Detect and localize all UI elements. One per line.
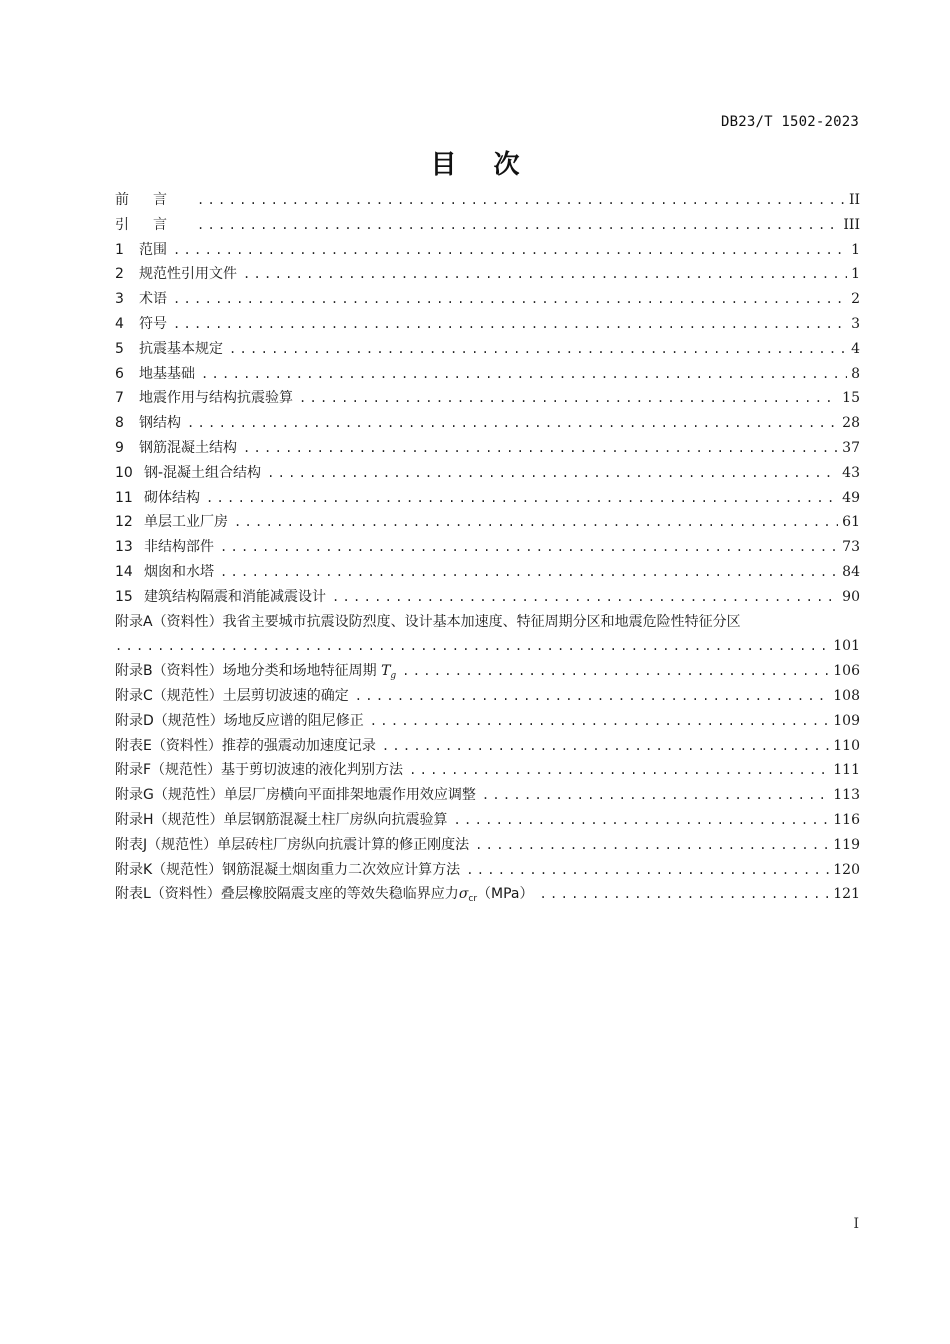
toc-entry-appendix[interactable] <box>115 758 860 783</box>
toc-entry-label: 规范性引用文件 <box>139 266 237 283</box>
toc-entry-appendix[interactable] <box>115 858 860 883</box>
toc-entry-chapter[interactable] <box>115 585 860 610</box>
toc-entry-number: 1 <box>115 241 124 258</box>
stress-symbol: σ <box>458 886 469 903</box>
toc-entry-page: 61 <box>842 514 860 531</box>
dot-leader <box>229 337 847 362</box>
dot-leader <box>243 262 847 287</box>
toc-entry-page: 109 <box>833 712 860 729</box>
toc-entry-label: 前言 <box>115 192 191 208</box>
toc-entry-label: 地震作用与结构抗震验算 <box>139 390 293 407</box>
table-of-contents <box>115 188 860 907</box>
toc-entry-page: 113 <box>833 787 860 804</box>
dot-leader <box>382 734 829 759</box>
dot-leader <box>201 362 847 387</box>
footer-page-number: I <box>853 1216 859 1232</box>
toc-entry-page: II <box>848 192 860 208</box>
stress-unit: （MPa） <box>477 886 534 903</box>
dot-leader <box>234 510 838 535</box>
dot-leader <box>402 659 829 684</box>
dot-leader <box>197 213 839 238</box>
toc-entry-chapter[interactable] <box>115 337 860 362</box>
toc-entry-chapter[interactable] <box>115 411 860 436</box>
toc-entry-page: 49 <box>842 489 860 506</box>
toc-entry-chapter[interactable] <box>115 386 860 411</box>
toc-entry-appendix-a[interactable] <box>115 610 860 635</box>
toc-entry-appendix[interactable] <box>115 808 860 833</box>
toc-entry-number: 2 <box>115 266 124 283</box>
toc-entry-label: 附录C（规范性）土层剪切波速的确定 <box>115 687 349 704</box>
dot-leader <box>482 783 829 808</box>
stress-symbol-subscript: cr <box>468 894 478 905</box>
period-symbol: T <box>381 663 391 680</box>
toc-entry-page: 73 <box>842 539 860 556</box>
toc-entry-appendix[interactable] <box>115 709 860 734</box>
toc-entry-label: 符号 <box>139 315 167 332</box>
toc-entry-number: 7 <box>115 390 124 407</box>
dot-leader <box>370 709 829 734</box>
toc-entry-page: 110 <box>833 737 860 754</box>
toc-entry-appendix-l[interactable] <box>115 882 860 907</box>
toc-entry-label: 烟囱和水塔 <box>144 563 214 580</box>
toc-entry-number: 9 <box>115 439 124 456</box>
toc-entry-chapter[interactable] <box>115 262 860 287</box>
toc-entry-foreword[interactable] <box>115 188 860 213</box>
toc-entry-label: 钢结构 <box>139 415 181 432</box>
dot-leader <box>540 882 830 907</box>
toc-entry-chapter[interactable] <box>115 238 860 263</box>
toc-entry-appendix[interactable] <box>115 734 860 759</box>
toc-entry-label: 抗震基本规定 <box>139 340 223 357</box>
toc-entry-page: 1 <box>851 241 860 258</box>
dot-leader <box>197 188 845 213</box>
toc-entry-label: 钢-混凝土组合结构 <box>144 464 262 481</box>
dot-leader <box>206 486 838 511</box>
dot-leader <box>332 585 838 610</box>
toc-entry-label: 附录G（规范性）单层厂房横向平面排架地震作用效应调整 <box>115 787 476 804</box>
toc-entry-label: 建筑结构隔震和消能减震设计 <box>144 588 326 605</box>
toc-entry-introduction[interactable] <box>115 213 860 238</box>
toc-entry-label: 附表L（资料性）叠层橡胶隔震支座的等效失稳临界应力 <box>115 886 459 903</box>
toc-entry-number: 15 <box>115 588 133 605</box>
dot-leader <box>466 858 829 883</box>
toc-entry-page: 111 <box>833 762 860 779</box>
toc-entry-label: 附表J（规范性）单层砖柱厂房纵向抗震计算的修正刚度法 <box>115 836 470 853</box>
dot-leader <box>475 833 829 858</box>
toc-entry-chapter[interactable] <box>115 510 860 535</box>
toc-entry-chapter[interactable] <box>115 362 860 387</box>
toc-entry-label: 范围 <box>139 241 167 258</box>
toc-entry-label: 附录H（规范性）单层钢筋混凝土柱厂房纵向抗震验算 <box>115 811 448 828</box>
toc-entry-number: 13 <box>115 539 133 556</box>
toc-entry-label: 附录A（资料性）我省主要城市抗震设防烈度、设计基本加速度、特征周期分区和地震危险性特征分区 <box>115 613 741 630</box>
toc-entry-page: 1 <box>851 266 860 283</box>
dot-leader <box>173 287 847 312</box>
dot-leader <box>409 758 829 783</box>
dot-leader <box>173 238 847 263</box>
toc-entry-page: 106 <box>833 663 860 680</box>
toc-entry-page: 119 <box>833 836 860 853</box>
toc-entry-number: 12 <box>115 514 133 531</box>
toc-entry-page: 15 <box>842 390 860 407</box>
page-title: 目 次 <box>430 150 520 180</box>
toc-entry-label: 附录B（资料性）场地分类和场地特征周期 <box>115 663 382 680</box>
toc-entry-appendix[interactable] <box>115 783 860 808</box>
toc-entry-number: 10 <box>115 464 133 481</box>
dot-leader <box>220 560 838 585</box>
toc-entry-chapter[interactable] <box>115 560 860 585</box>
toc-entry-page: 43 <box>842 464 860 481</box>
standard-code: DB23/T 1502-2023 <box>720 114 859 130</box>
period-symbol-subscript: g <box>390 671 397 682</box>
toc-entry-page: 116 <box>833 811 860 828</box>
dot-leader <box>220 535 838 560</box>
toc-entry-number: 11 <box>115 489 133 506</box>
toc-entry-appendix-a-continued[interactable] <box>115 634 860 659</box>
dot-leader <box>173 312 847 337</box>
toc-entry-chapter[interactable] <box>115 461 860 486</box>
toc-entry-page: 121 <box>833 886 860 903</box>
toc-entry-label: 单层工业厂房 <box>144 514 228 531</box>
toc-entry-page: 2 <box>851 291 860 308</box>
toc-entry-page: 3 <box>851 315 860 332</box>
toc-entry-chapter[interactable] <box>115 287 860 312</box>
toc-entry-label: 非结构部件 <box>144 539 214 556</box>
toc-entry-number: 4 <box>115 315 124 332</box>
dot-leader <box>267 461 838 486</box>
dot-leader <box>299 386 838 411</box>
toc-entry-label: 引言 <box>115 216 191 233</box>
dot-leader <box>454 808 830 833</box>
toc-entry-page: 84 <box>842 563 860 580</box>
toc-entry-number: 8 <box>115 415 124 432</box>
toc-entry-label: 术语 <box>139 291 167 308</box>
dot-leader <box>243 436 838 461</box>
toc-entry-number: 3 <box>115 291 124 308</box>
toc-entry-page: 28 <box>842 415 860 432</box>
toc-entry-chapter[interactable] <box>115 312 860 337</box>
dot-leader <box>355 684 829 709</box>
toc-entry-page: 101 <box>833 638 860 655</box>
toc-entry-label: 附录K（规范性）钢筋混凝土烟囱重力二次效应计算方法 <box>115 861 461 878</box>
toc-entry-appendix-b[interactable] <box>115 659 860 684</box>
toc-entry-number: 14 <box>115 563 133 580</box>
toc-entry-page: 4 <box>851 340 860 357</box>
toc-entry-page: 108 <box>833 687 860 704</box>
toc-entry-label: 附表E（资料性）推荐的强震动加速度记录 <box>115 737 376 754</box>
toc-entry-page: 37 <box>842 439 860 456</box>
toc-entry-label: 钢筋混凝土结构 <box>139 439 237 456</box>
toc-entry-appendix[interactable] <box>115 833 860 858</box>
toc-entry-appendix[interactable] <box>115 684 860 709</box>
toc-entry-label: 砌体结构 <box>144 489 200 506</box>
toc-entry-number: 5 <box>115 340 124 357</box>
toc-entry-page: 90 <box>842 588 860 605</box>
dot-leader <box>115 634 829 659</box>
toc-entry-page: 8 <box>851 365 860 382</box>
toc-entry-chapter[interactable] <box>115 535 860 560</box>
toc-entry-chapter[interactable] <box>115 436 860 461</box>
toc-entry-label: 附录F（规范性）基于剪切波速的液化判别方法 <box>115 762 404 779</box>
toc-entry-label: 地基基础 <box>139 365 195 382</box>
toc-entry-number: 6 <box>115 365 124 382</box>
toc-entry-page: III <box>843 216 860 233</box>
toc-entry-chapter[interactable] <box>115 486 860 511</box>
toc-entry-label: 附录D（规范性）场地反应谱的阻尼修正 <box>115 712 364 729</box>
dot-leader <box>187 411 838 436</box>
toc-entry-page: 120 <box>833 861 860 878</box>
